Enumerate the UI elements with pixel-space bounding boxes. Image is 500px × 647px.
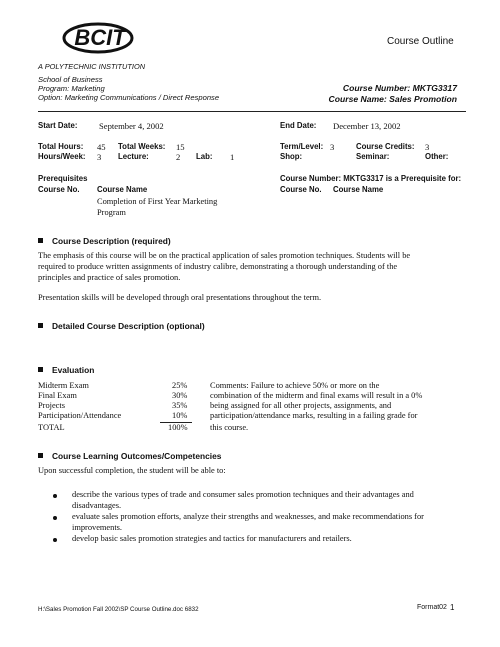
shop-label: Shop:: [280, 152, 303, 161]
outcomes-intro: Upon successful completion, the student will be able to:: [38, 466, 226, 475]
eval-item-pct: 30%: [172, 391, 188, 400]
start-date-value: September 4, 2002: [99, 121, 164, 131]
eval-item-name: Final Exam: [38, 391, 77, 400]
term-level-label: Term/Level:: [280, 142, 324, 151]
prereq-item-line2: Program: [97, 208, 126, 217]
term-level-value: 3: [330, 142, 335, 152]
other-label: Other:: [425, 152, 449, 161]
option-name: Option: Marketing Communications / Direct Response: [38, 93, 220, 102]
learning-outcomes-heading: Course Learning Outcomes/Competencies: [38, 451, 221, 461]
eval-comment-line1: Comments: Failure to achieve 50% or more on the: [210, 381, 380, 390]
outcome-2-line2: improvements.: [72, 523, 123, 532]
prereq-for-heading: Course Number: MKTG3317 is a Prerequisite for:: [280, 174, 462, 183]
description-line2: required to produce written assignments of industry calibre, demonstrating a thorough understanding of the: [38, 262, 398, 271]
eval-total-name: TOTAL: [38, 423, 65, 432]
prereq-for-col-course-no: Course No.: [280, 185, 322, 194]
lab-label: Lab:: [196, 152, 213, 161]
eval-item-name: Participation/Attendance: [38, 411, 122, 420]
page-number: 1: [450, 603, 455, 612]
school-name: School of Business: [38, 75, 103, 84]
detailed-description-heading: Detailed Course Description (optional): [38, 321, 205, 331]
start-date-label: Start Date:: [38, 121, 78, 130]
eval-item-name: Projects: [38, 401, 65, 410]
evaluation-heading: Evaluation: [38, 365, 94, 375]
eval-item-pct: 10%: [172, 411, 188, 420]
prereq-for-col-course-name: Course Name: [333, 185, 384, 194]
doc-type: Course Outline: [387, 36, 454, 47]
total-hours-label: Total Hours:: [38, 142, 84, 151]
prerequisites-heading: Prerequisites: [38, 174, 88, 183]
end-date-value: December 13, 2002: [333, 121, 401, 131]
square-bullet-icon: [38, 453, 43, 458]
outcome-3: develop basic sales promotion strategies and tactics for manufacturers and retailers.: [72, 534, 352, 543]
course-description-heading: Course Description (required): [38, 236, 171, 246]
total-weeks-value: 15: [176, 142, 185, 152]
logo-text: BCIT: [74, 25, 126, 50]
course-credits-label: Course Credits:: [356, 142, 415, 151]
prereq-col-course-name: Course Name: [97, 185, 148, 194]
square-bullet-icon: [38, 238, 43, 243]
course-credits-value: 3: [425, 142, 430, 152]
outcome-1-line2: disadvantages.: [72, 501, 122, 510]
bullet-icon: [53, 516, 57, 520]
prereq-col-course-no: Course No.: [38, 185, 80, 194]
hours-week-value: 3: [97, 152, 102, 162]
lab-value: 1: [230, 152, 235, 162]
description-line1: The emphasis of this course will be on the practical application of sales promotion techniques. Students will be: [38, 251, 411, 260]
description-presentation: Presentation skills will be developed through oral presentations throughout the term.: [38, 293, 322, 302]
end-date-label: End Date:: [280, 121, 317, 130]
bullet-icon: [53, 494, 57, 498]
lecture-label: Lecture:: [118, 152, 149, 161]
bullet-icon: [53, 538, 57, 542]
description-line3: principles and practice of sales promotion.: [38, 273, 181, 282]
eval-item-name: Midterm Exam: [38, 381, 89, 390]
course-number: Course Number: MKTG3317: [342, 83, 457, 93]
prereq-item-line1: Completion of First Year Marketing: [97, 197, 218, 206]
eval-item-pct: 35%: [172, 401, 188, 410]
eval-item-pct: 25%: [172, 381, 188, 390]
outcome-2-line1: evaluate sales promotion efforts, analyze their strengths and weaknesses, and make recommendations for: [72, 512, 424, 521]
hours-week-label: Hours/Week:: [38, 152, 86, 161]
eval-comment-line5: this course.: [210, 423, 249, 432]
outcome-1-line1: describe the various types of trade and consumer sales promotion techniques and their advantages and: [72, 490, 414, 499]
total-weeks-label: Total Weeks:: [118, 142, 166, 151]
seminar-label: Seminar:: [356, 152, 390, 161]
square-bullet-icon: [38, 367, 43, 372]
eval-comment-line4: participation/attendance marks, resulting in a failing grade for: [210, 411, 418, 420]
total-hours-value: 45: [97, 142, 106, 152]
course-name: Course Name: Sales Promotion: [328, 94, 457, 104]
footer-form-code: Format02: [417, 604, 447, 611]
program-name: Program: Marketing: [38, 84, 105, 93]
lecture-value: 2: [176, 152, 181, 162]
eval-comment-line2: combination of the midterm and final exams will result in a 0%: [210, 391, 423, 400]
header-divider: [38, 111, 466, 112]
eval-comment-line3: being assigned for all other projects, assignments, and: [210, 401, 392, 410]
footer-file-path: H:\Sales Promotion Fall 2002\SP Course Outline.doc 6832: [38, 606, 199, 613]
eval-total-pct: 100%: [168, 423, 188, 432]
bcit-logo: [60, 16, 138, 62]
logo-tagline: A POLYTECHNIC INSTITUTION: [38, 62, 146, 71]
square-bullet-icon: [38, 323, 43, 328]
